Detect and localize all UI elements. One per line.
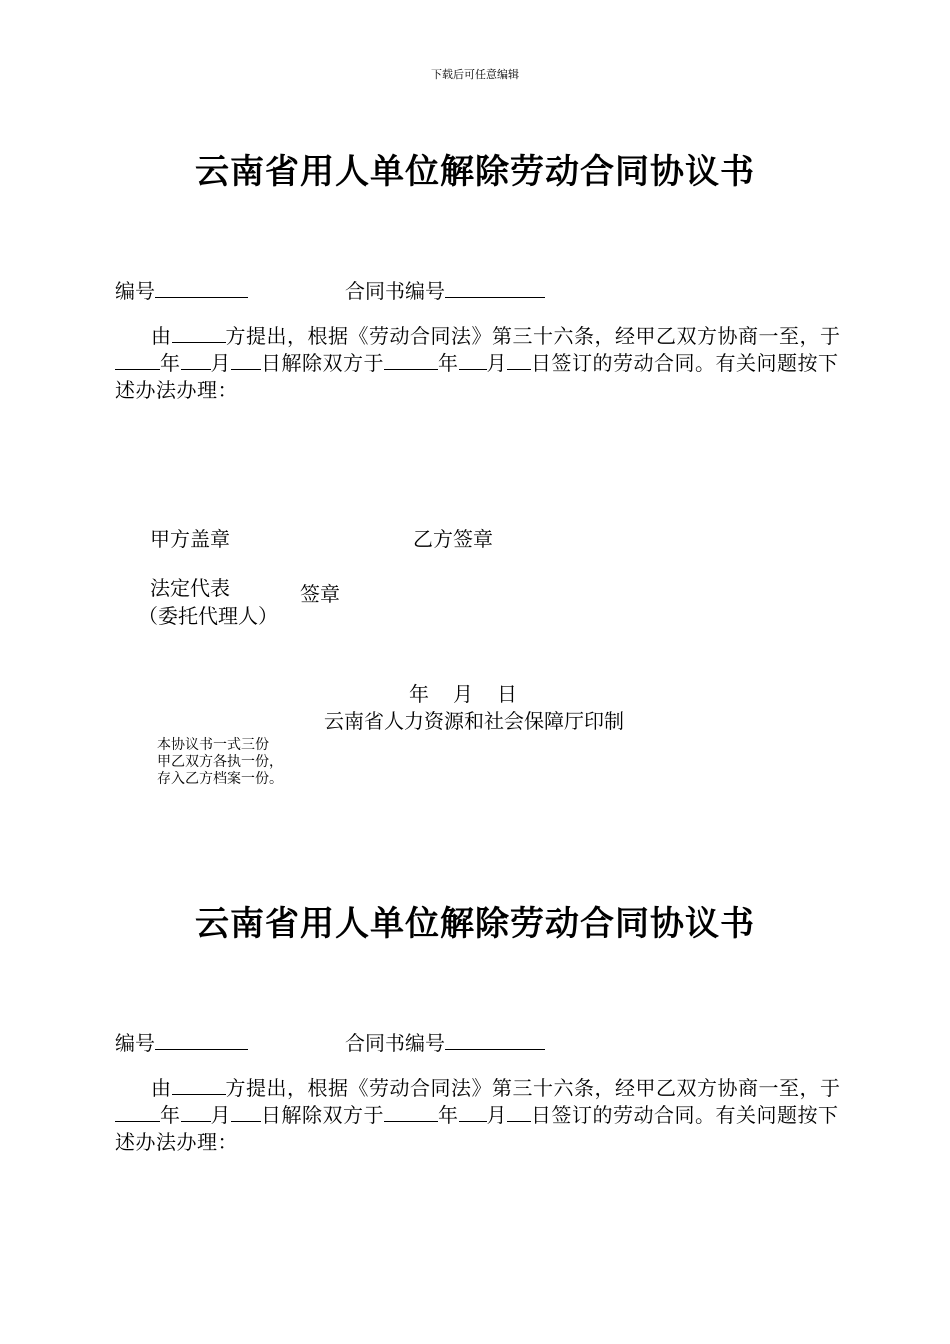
copies-note-line: 本协议书一式三份 xyxy=(157,737,269,753)
number-blank[interactable] xyxy=(155,279,248,298)
para-text: 年 xyxy=(438,351,459,375)
year-blank[interactable] xyxy=(115,1103,160,1122)
para-text: 方提出，根据《劳动合同法》第三十六条，经甲乙双方协商一至，于 xyxy=(225,1076,841,1100)
day-blank[interactable] xyxy=(231,1103,261,1122)
document-title: 云南省用人单位解除劳动合同协议书 xyxy=(195,152,755,192)
para-text: 日签订的劳动合同。有关问题按下述办法办理： xyxy=(115,351,839,402)
para-text: 日解除双方于 xyxy=(261,1103,384,1127)
para-text: 月 xyxy=(486,1103,507,1127)
para-text: 月 xyxy=(210,351,231,375)
contract-number-field xyxy=(345,275,545,304)
sign-month-blank[interactable] xyxy=(459,351,487,370)
number-field xyxy=(115,1027,248,1056)
authorized-agent: （委托代理人） xyxy=(138,604,278,628)
number-label: 编号 xyxy=(115,1031,155,1055)
date-year: 年 xyxy=(409,682,429,706)
date-month: 月 xyxy=(453,682,473,706)
legal-representative: 法定代表 xyxy=(150,576,230,600)
header-note: 下载后可任意编辑 xyxy=(431,68,519,81)
contract-number-field xyxy=(345,1027,545,1056)
contract-number-label: 合同书编号 xyxy=(345,279,445,303)
sign-month-blank[interactable] xyxy=(459,1103,487,1122)
sign-seal-label: 签章 xyxy=(300,582,340,606)
sign-day-blank[interactable] xyxy=(507,1103,531,1122)
para-text: 年 xyxy=(160,1103,181,1127)
contract-number-label: 合同书编号 xyxy=(345,1031,445,1055)
month-blank[interactable] xyxy=(181,351,211,370)
party-b-sign: 乙方签章 xyxy=(413,527,493,551)
contract-number-blank[interactable] xyxy=(445,1031,545,1050)
date-line xyxy=(409,678,517,707)
copies-note-line: 存入乙方档案一份。 xyxy=(157,771,283,787)
day-blank[interactable] xyxy=(231,351,261,370)
para-text: 年 xyxy=(160,351,181,375)
contract-number-blank[interactable] xyxy=(445,279,545,298)
sign-day-blank[interactable] xyxy=(507,351,531,370)
para-text: 日解除双方于 xyxy=(261,351,384,375)
agreement-paragraph xyxy=(115,1075,850,1156)
party-a-seal: 甲方盖章 xyxy=(150,527,230,551)
year-blank[interactable] xyxy=(115,351,160,370)
para-text: 日签订的劳动合同。有关问题按下述办法办理： xyxy=(115,1103,839,1154)
para-text: 方提出，根据《劳动合同法》第三十六条，经甲乙双方协商一至，于 xyxy=(225,324,841,348)
number-blank[interactable] xyxy=(155,1031,248,1050)
date-day: 日 xyxy=(497,682,517,706)
printer-note: 云南省人力资源和社会保障厅印制 xyxy=(324,709,624,733)
para-text: 年 xyxy=(438,1103,459,1127)
proposer-blank[interactable] xyxy=(172,324,226,343)
number-field xyxy=(115,275,248,304)
proposer-blank[interactable] xyxy=(172,1076,226,1095)
agreement-paragraph xyxy=(115,323,850,404)
number-label: 编号 xyxy=(115,279,155,303)
document-title: 云南省用人单位解除劳动合同协议书 xyxy=(195,904,755,944)
para-text: 月 xyxy=(486,351,507,375)
para-text: 由 xyxy=(151,324,172,348)
para-text: 由 xyxy=(151,1076,172,1100)
para-text: 月 xyxy=(210,1103,231,1127)
month-blank[interactable] xyxy=(181,1103,211,1122)
copies-note-line: 甲乙双方各执一份， xyxy=(157,754,283,770)
copies-note xyxy=(157,737,283,788)
sign-year-blank[interactable] xyxy=(384,351,438,370)
sign-year-blank[interactable] xyxy=(384,1103,438,1122)
